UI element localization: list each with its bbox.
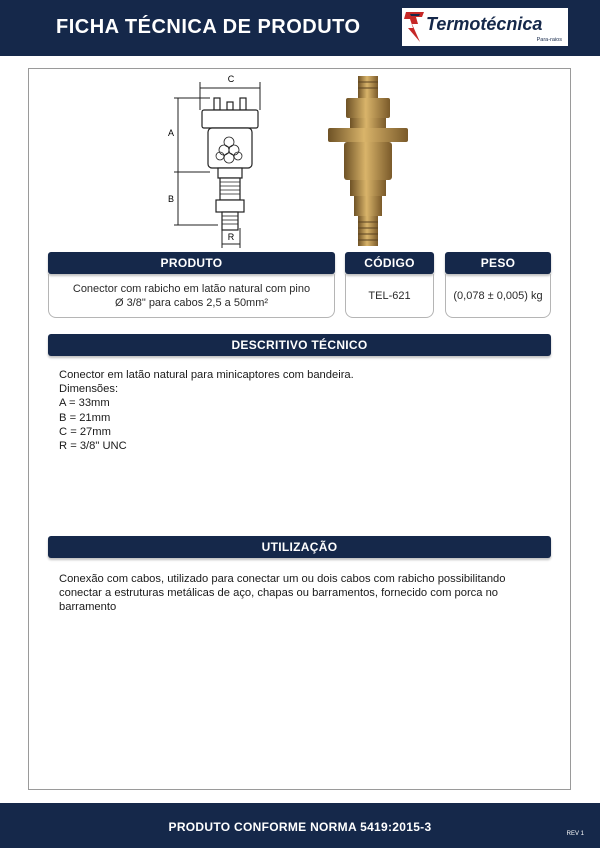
- descritivo-line: B = 21mm: [59, 411, 111, 424]
- dim-label-a: A: [168, 128, 175, 138]
- descritivo-line: Dimensões:: [59, 383, 119, 396]
- codigo-header: CÓDIGO: [345, 252, 434, 274]
- dim-label-c: C: [227, 74, 235, 84]
- descritivo-line: Conector em latão natural para minicaptores com bandeira.: [59, 369, 354, 381]
- product-photo: [318, 76, 418, 248]
- produto-description-line1: Conector com rabicho em latão natural com pino: [72, 282, 311, 295]
- descritivo-line: A = 33mm: [59, 397, 110, 410]
- brand-tagline: Para-raios: [536, 37, 562, 43]
- footer-bar: [0, 803, 600, 848]
- utilizacao-line: conectar a estruturas metálicas de aço, chapas ou barramentos, fornecido com porca no: [59, 587, 499, 600]
- header-bar: [0, 0, 600, 56]
- utilizacao-section-header: UTILIZAÇÃO: [48, 536, 551, 558]
- dim-label-b: B: [168, 194, 175, 204]
- revision-label: REV 1: [566, 831, 584, 837]
- descritivo-text: [59, 368, 354, 453]
- utilizacao-line: Conexão com cabos, utilizado para conectar um ou dois cabos com rabicho possibilitando: [59, 573, 506, 585]
- produto-description-line2: Ø 3/8" para cabos 2,5 a 50mm²: [114, 296, 269, 309]
- utilizacao-line: barramento: [59, 601, 117, 614]
- produto-header: PRODUTO: [48, 252, 335, 274]
- descritivo-line: C = 27mm: [59, 425, 111, 438]
- brand-name: Termotécnica: [426, 14, 543, 34]
- produto-cell: [48, 274, 335, 318]
- norma-text: PRODUTO CONFORME NORMA 5419:2015-3: [168, 820, 432, 834]
- peso-header: PESO: [445, 252, 551, 274]
- peso-cell: (0,078 ± 0,005) kg: [445, 274, 551, 318]
- descritivo-section-header: DESCRITIVO TÉCNICO: [48, 334, 551, 356]
- descritivo-line: R = 3/8" UNC: [59, 440, 127, 453]
- dim-label-r: R: [227, 232, 235, 242]
- lightning-logo-icon: [404, 10, 426, 44]
- technical-drawing: [160, 70, 280, 250]
- page-title: FICHA TÉCNICA DE PRODUTO: [56, 16, 361, 38]
- brand-logo: [402, 8, 568, 46]
- utilizacao-text: [59, 572, 549, 615]
- codigo-cell: TEL-621: [345, 274, 434, 318]
